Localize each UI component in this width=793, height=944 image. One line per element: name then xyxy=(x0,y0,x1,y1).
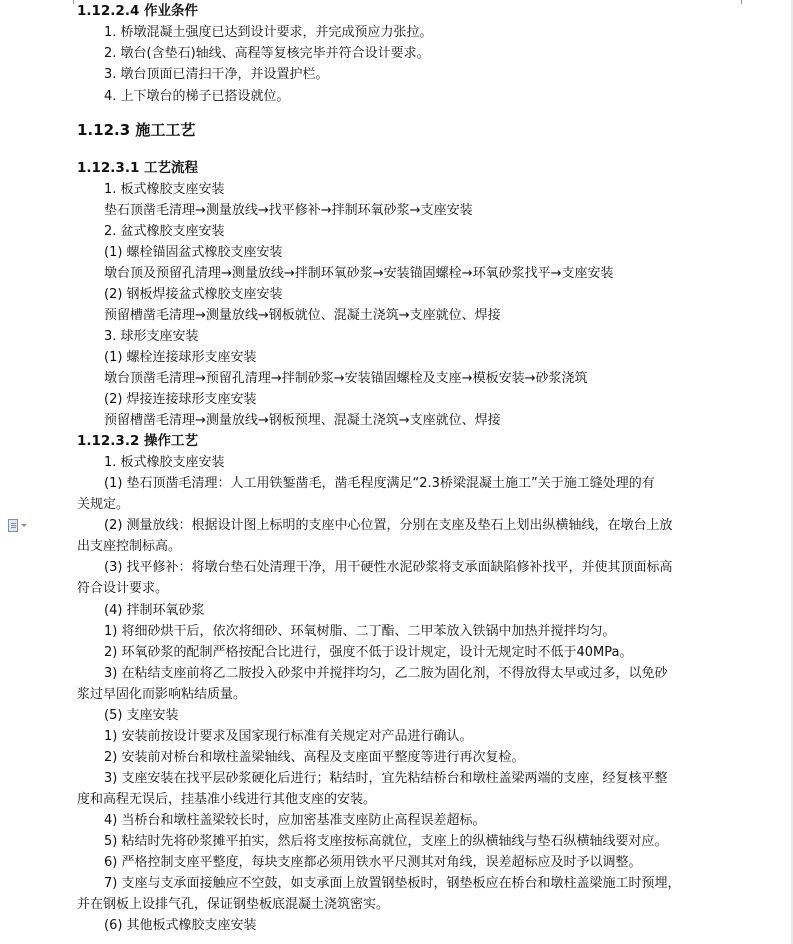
paragraph-line: (2) 测量放线：根据设计图上标明的支座中心位置，分别在支座及垫石上划出纵横轴线，在墩台上放 xyxy=(104,518,673,533)
paragraph-line: 4) 当桥台和墩柱盖梁较长时，应加密基准支座防止高程误差超标。 xyxy=(104,813,486,828)
paragraph-line: 垫石顶凿毛清理→测量放线→找平修补→拌制环氧砂浆→支座安装 xyxy=(104,203,473,218)
document-icon[interactable] xyxy=(8,517,38,533)
paragraph-line: 出支座控制标高。 xyxy=(77,539,182,554)
paragraph-line: 7) 支座与支承面接触应不空鼓，如支承面上放置钢垫板时，钢垫板应在桥台和墩柱盖梁施工时预埋， xyxy=(104,876,681,891)
list-item: (5) 支座安装 xyxy=(104,708,179,723)
paragraph-line: 5) 粘结时先将砂浆摊平拍实，然后将支座按标高就位，支座上的纵横轴线与垫石纵横轴线要对应。 xyxy=(104,834,668,849)
paragraph-line: 预留槽凿毛清理→测量放线→钢板预埋、混凝土浇筑→支座就位、焊接 xyxy=(104,413,501,428)
list-item: (6) 其他板式橡胶支座安装 xyxy=(104,918,257,933)
paragraph-line: 1) 安装前按设计要求及国家现行标准有关规定对产品进行确认。 xyxy=(104,729,473,744)
list-item: 4. 上下墩台的梯子已搭设就位。 xyxy=(104,89,290,104)
list-item: 3. 墩台顶面已清扫干净，并设置护栏。 xyxy=(104,67,329,82)
paragraph-line: 2) 环氧砂浆的配制严格按配合比进行，强度不低于设计规定，设计无规定时不低于40MPa。 xyxy=(104,645,633,660)
paragraph-line: 并在钢板上设排气孔，保证钢垫板底混凝土浇筑密实。 xyxy=(77,897,390,912)
list-item: (4) 拌制环氧砂浆 xyxy=(104,603,205,618)
paragraph-line: 1) 将细砂烘干后，依次将细砂、环氧树脂、二丁酯、二甲苯放入铁锅中加热并搅拌均匀。 xyxy=(104,624,616,639)
paragraph-line: 符合设计要求。 xyxy=(77,581,169,596)
page-corner-mark xyxy=(741,0,742,4)
paragraph-line: 关规定。 xyxy=(77,497,130,512)
paragraph-line: (3) 找平修补：将墩台垫石处清理干净，用干硬性水泥砂浆将支承面缺陷修补找平，并使其顶面标高 xyxy=(104,560,673,575)
paragraph-line: 3) 支座安装在找平层砂浆硬化后进行；粘结时，宜先粘结桥台和墩柱盖梁两端的支座，经复核平整 xyxy=(104,771,668,786)
paragraph-line: 3) 在粘结支座前将乙二胺投入砂浆中并搅拌均匀，乙二胺为固化剂，不得放得太早或过多，以免砂 xyxy=(104,666,668,681)
paragraph-line: (1) 垫石顶凿毛清理：人工用铁錾凿毛，凿毛程度满足“2.3桥梁混凝土施工”关于施工缝处理的有 xyxy=(104,476,655,491)
paragraph-line: 浆过早固化而影响粘结质量。 xyxy=(77,687,247,702)
paragraph-line: 2) 安装前对桥台和墩柱盖梁轴线、高程及支座面平整度等进行再次复检。 xyxy=(104,750,525,765)
paragraph-line: 墩台顶及预留孔清理→测量放线→拌制环氧砂浆→安装锚固螺栓→环氧砂浆找平→支座安装 xyxy=(104,266,614,281)
list-item: 2. 盆式橡胶支座安装 xyxy=(104,224,225,239)
paragraph-line: 预留槽凿毛清理→测量放线→钢板就位、混凝土浇筑→支座就位、焊接 xyxy=(104,308,501,323)
document-icon-glyph xyxy=(8,519,18,532)
list-item: 2. 墩台(含垫石)轴线、高程等复核完毕并符合设计要求。 xyxy=(104,46,430,61)
list-item: (1) 螺栓连接球形支座安装 xyxy=(104,350,257,365)
section-heading-1-12-3: 1.12.3 施工工艺 xyxy=(77,121,196,139)
list-item: (2) 钢板焊接盆式橡胶支座安装 xyxy=(104,287,283,302)
chevron-down-icon xyxy=(21,524,27,527)
paragraph-line: 6) 严格控制支座平整度，每块支座都必须用铁水平尺测其对角线，误差超标应及时予以调整。 xyxy=(104,855,642,870)
paragraph-line: 墩台顶凿毛清理→预留孔清理→拌制砂浆→安装锚固螺栓及支座→模板安装→砂浆浇筑 xyxy=(104,371,588,386)
paragraph-line: 度和高程无误后，挂基准小线进行其他支座的安装。 xyxy=(77,792,377,807)
list-item: (1) 螺栓锚固盆式橡胶支座安装 xyxy=(104,245,283,260)
section-heading-1-12-3-1: 1.12.3.1 工艺流程 xyxy=(77,160,199,176)
page-corner-mark xyxy=(73,0,74,4)
section-heading-1-12-2-4: 1.12.2.4 作业条件 xyxy=(77,3,199,19)
list-item: 1. 板式橡胶支座安装 xyxy=(104,455,225,470)
list-item: 1. 桥墩混凝土强度已达到设计要求，并完成预应力张拉。 xyxy=(104,25,433,40)
section-heading-1-12-3-2: 1.12.3.2 操作工艺 xyxy=(77,433,199,449)
list-item: 1. 板式橡胶支座安装 xyxy=(104,182,225,197)
list-item: 3. 球形支座安装 xyxy=(104,329,199,344)
list-item: (2) 焊接连接球形支座安装 xyxy=(104,392,257,407)
